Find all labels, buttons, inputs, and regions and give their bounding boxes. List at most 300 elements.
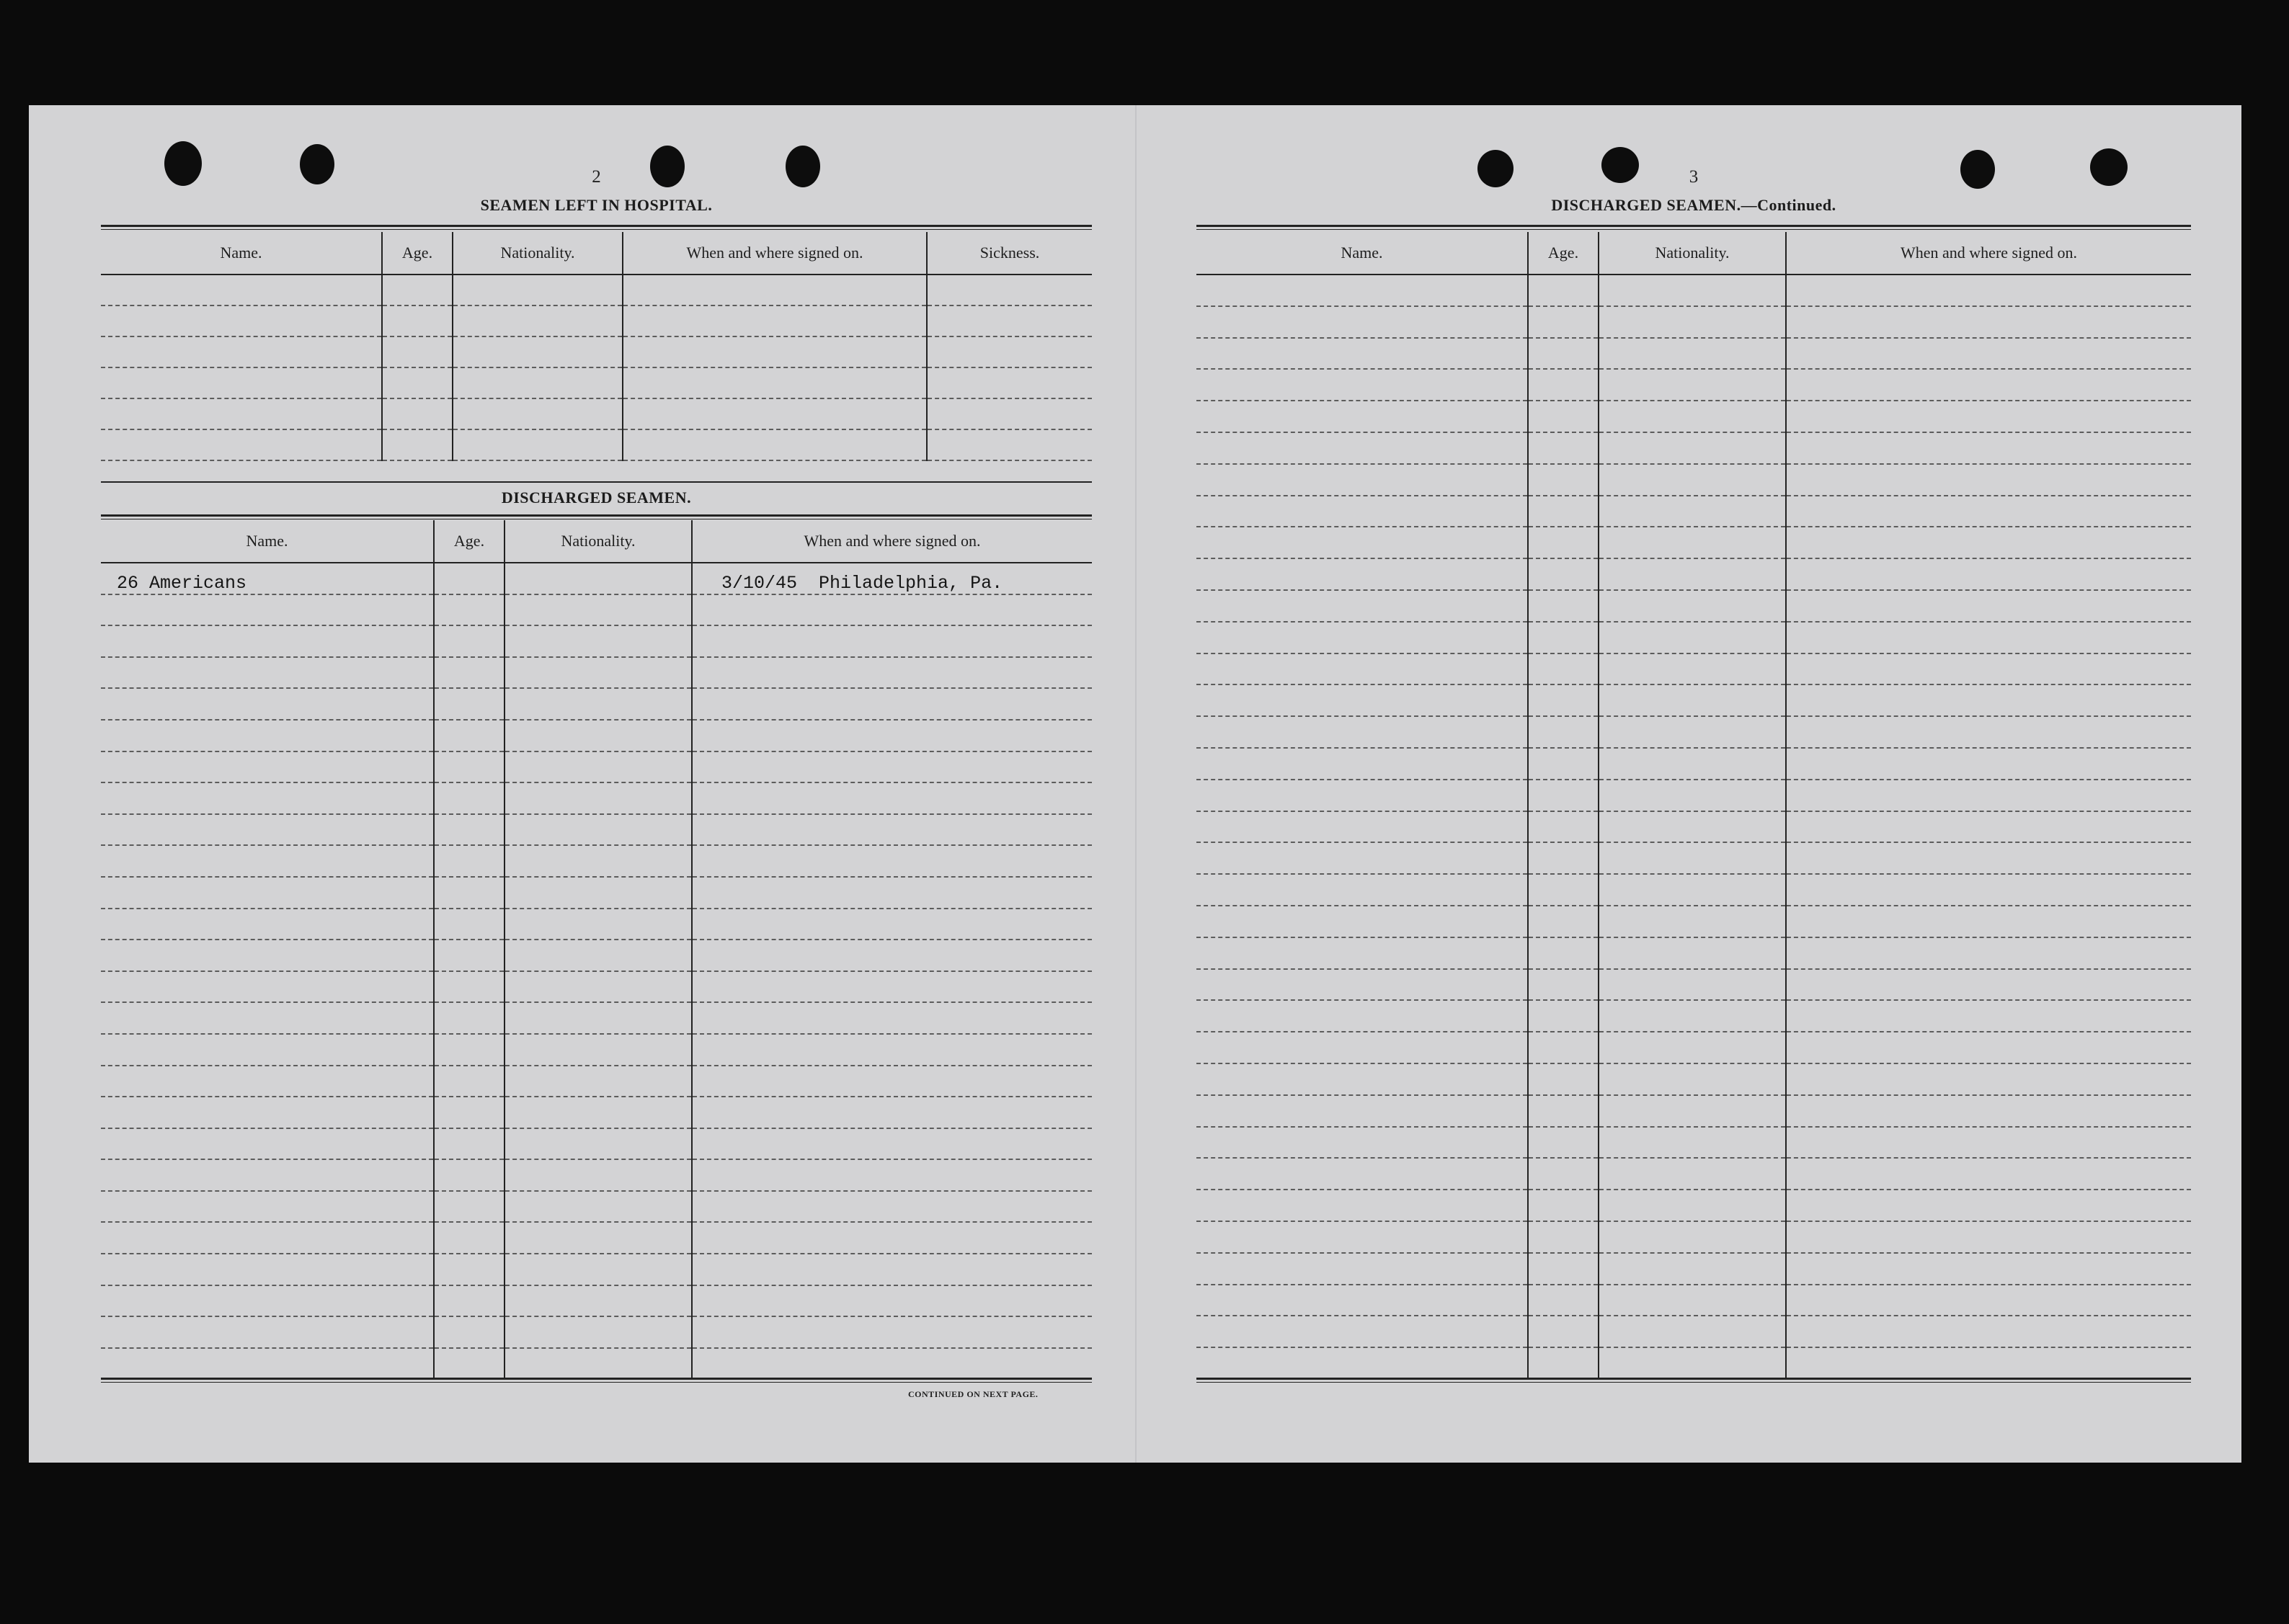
table-cell [1599,496,1786,527]
table-row [1196,1063,2191,1095]
table-cell [1196,306,1528,338]
table-cell [692,814,1092,846]
table-cell [1528,1285,1599,1316]
table-cell [1196,401,1528,432]
table-row [101,1348,1092,1380]
table-cell [434,877,505,909]
table-cell [101,336,382,367]
page-gutter [1135,105,1137,1463]
table-cell [382,367,453,398]
table-row [1196,464,2191,496]
signed-on-date: 3/10/45 [721,572,798,594]
table-cell [101,398,382,429]
table-row [1196,432,2191,464]
table-cell [1528,716,1599,748]
table-cell [1599,401,1786,432]
table-row [101,367,1092,398]
signed-on-place: Philadelphia, Pa. [819,572,1003,594]
table-row [1196,937,2191,969]
table-cell [927,398,1092,429]
table-row [1196,1032,2191,1063]
table-cell [453,367,623,398]
table-cell [1786,496,2191,527]
table-cell [434,720,505,751]
table-cell [1528,780,1599,811]
table-row [101,1034,1092,1066]
table-cell [692,563,1092,594]
table-cell [927,275,1092,305]
table-cell [1599,780,1786,811]
table-cell [505,1128,692,1160]
table-cell [1196,558,1528,590]
table-cell [434,940,505,971]
table-row [101,971,1092,1003]
table-cell [505,720,692,751]
table-cell [1786,1316,2191,1347]
table-cell [1599,874,1786,906]
table-cell [1786,906,2191,937]
table-cell [1528,369,1599,401]
table-row [101,688,1092,720]
table-row [1196,1253,2191,1285]
table-cell [1196,1316,1528,1347]
section-rule [1196,1378,2191,1383]
table-row [101,1191,1092,1223]
table-cell [1599,1158,1786,1190]
table-row [1196,1127,2191,1159]
table-row [1196,906,2191,937]
table-cell [101,814,434,846]
column-header: When and where signed on. [623,232,927,275]
table-cell [101,657,434,689]
table-cell [1528,1221,1599,1253]
table-cell [927,336,1092,367]
table-cell [692,594,1092,626]
table-cell [1528,1190,1599,1221]
table-row [101,1222,1092,1254]
table-cell [1599,622,1786,653]
table-cell [505,657,692,689]
table-cell [692,1254,1092,1285]
table-cell [1786,1253,2191,1285]
table-row [1196,1158,2191,1190]
table-cell [1599,1221,1786,1253]
table-cell: 26 Americans [101,563,434,594]
table-cell [1786,369,2191,401]
table-cell [1599,716,1786,748]
table-cell [101,1191,434,1223]
table-row [101,1254,1092,1285]
table-cell [434,1066,505,1097]
table-row [101,429,1092,460]
table-cell [505,625,692,657]
table-cell [434,563,505,594]
table-cell [1528,590,1599,622]
table-cell [692,657,1092,689]
table-cell [434,1002,505,1034]
table-cell [505,751,692,783]
table-cell [1786,874,2191,906]
table-cell [1196,590,1528,622]
table-cell [1196,1000,1528,1032]
table-row [1196,275,2191,306]
table-cell [101,782,434,814]
table-cell [1196,874,1528,906]
table-row [101,877,1092,909]
table-cell [1786,1063,2191,1095]
table-cell [101,1316,434,1348]
table-cell [101,429,382,460]
table-cell [434,1285,505,1317]
table-cell [1599,1347,1786,1379]
table-cell [1599,1190,1786,1221]
table-cell [1786,622,2191,653]
hospital-section-title: SEAMEN LEFT IN HOSPITAL. [480,196,713,214]
table-row [1196,369,2191,401]
table-cell [1528,306,1599,338]
table-cell [1528,401,1599,432]
table-cell [1599,369,1786,401]
table-cell [692,1191,1092,1223]
table-cell [1528,874,1599,906]
table-cell [382,398,453,429]
discharged-table [101,520,1092,1380]
column-header: Age. [434,520,505,563]
table-cell [1599,527,1786,558]
table-row [101,1097,1092,1128]
table-cell [505,1097,692,1128]
table-row [1196,1095,2191,1127]
table-cell [692,1316,1092,1348]
table-cell [1599,748,1786,780]
table-cell [1196,464,1528,496]
table-row [101,657,1092,689]
right-page [1196,105,2191,1463]
table-cell [1599,906,1786,937]
table-cell [1196,748,1528,780]
table-row [101,625,1092,657]
table-row [1196,1221,2191,1253]
table-cell [1786,811,2191,843]
continued-section-title: DISCHARGED SEAMEN.—Continued. [1551,196,1836,214]
table-cell [1528,1347,1599,1379]
table-cell [692,909,1092,940]
table-cell [1599,937,1786,969]
table-cell [1786,1000,2191,1032]
table-cell [1599,590,1786,622]
table-cell [1528,1158,1599,1190]
column-header: Name. [101,232,382,275]
table-cell [1528,464,1599,496]
table-cell [1786,748,2191,780]
column-header: When and where signed on. [1786,232,2191,275]
table-cell [505,1348,692,1380]
table-row [101,1285,1092,1317]
discharged-section-title: DISCHARGED SEAMEN. [501,488,692,507]
table-cell [1528,811,1599,843]
table-cell [101,1254,434,1285]
table-cell [1528,1063,1599,1095]
table-cell [1599,1095,1786,1127]
column-header: When and where signed on. [692,520,1092,563]
table-row [101,398,1092,429]
table-cell [1528,496,1599,527]
table-cell [692,1348,1092,1380]
table-cell [1528,748,1599,780]
table-cell [101,751,434,783]
table-cell [623,429,927,460]
table-row [101,909,1092,940]
table-cell [505,940,692,971]
table-cell [1196,780,1528,811]
column-header: Name. [101,520,434,563]
table-row [101,1066,1092,1097]
table-cell [382,336,453,367]
table-cell [1196,338,1528,370]
table-row [101,305,1092,336]
table-cell [434,1128,505,1160]
table-cell [1786,1095,2191,1127]
table-cell [505,563,692,594]
table-cell [1786,590,2191,622]
table-cell [927,367,1092,398]
table-row [1196,1285,2191,1316]
table-cell [505,688,692,720]
table-cell [692,688,1092,720]
table-cell [692,1002,1092,1034]
table-cell [623,336,927,367]
table-cell [1196,811,1528,843]
table-cell [1196,937,1528,969]
table-cell [505,1316,692,1348]
table-cell [382,429,453,460]
table-cell [1196,1158,1528,1190]
column-header: Sickness. [927,232,1092,275]
table-cell [692,1066,1092,1097]
table-cell [505,845,692,877]
table-cell [692,1159,1092,1191]
table-cell [692,720,1092,751]
column-header: Name. [1196,232,1528,275]
table-cell [101,1348,434,1380]
table-cell [382,305,453,336]
table-cell [101,845,434,877]
table-cell [1528,338,1599,370]
table-cell [1196,1127,1528,1159]
table-row [1196,558,2191,590]
table-cell [1786,558,2191,590]
table-cell [1599,464,1786,496]
table-row [1196,590,2191,622]
table-cell [434,909,505,940]
table-row [1196,653,2191,685]
table-cell [1786,842,2191,874]
table-cell [1599,275,1786,306]
table-cell [1196,527,1528,558]
table-cell [505,1002,692,1034]
table-row [101,336,1092,367]
table-row [101,1316,1092,1348]
table-cell [623,275,927,305]
table-cell [505,594,692,626]
table-cell [1786,716,2191,748]
table-cell [434,594,505,626]
table-cell [692,877,1092,909]
table-cell [505,1285,692,1317]
table-cell [1786,306,2191,338]
table-row [101,1128,1092,1160]
table-cell [1786,1285,2191,1316]
table-cell [692,625,1092,657]
section-rule [1196,225,2191,230]
table-cell [1528,1095,1599,1127]
table-cell [692,971,1092,1003]
table-cell [1196,1095,1528,1127]
table-cell [692,1097,1092,1128]
hospital-table [101,232,1092,461]
section-rule [101,1378,1092,1383]
table-cell [505,1191,692,1223]
table-cell [1786,1347,2191,1379]
table-cell [1528,1127,1599,1159]
table-row [101,594,1092,626]
table-cell [434,971,505,1003]
table-cell [382,275,453,305]
table-cell [1599,1063,1786,1095]
table-cell [101,1222,434,1254]
table-row [101,1002,1092,1034]
table-cell [1786,527,2191,558]
table-cell [434,625,505,657]
table-cell [505,1159,692,1191]
table-cell [101,1097,434,1128]
table-row [101,720,1092,751]
table-cell [692,1128,1092,1160]
table-row [1196,716,2191,748]
table-cell [1528,527,1599,558]
table-row [1196,748,2191,780]
table-row [1196,306,2191,338]
table-row [1196,874,2191,906]
table-cell [692,940,1092,971]
table-cell [505,1066,692,1097]
table-cell [453,398,623,429]
table-cell [1196,1285,1528,1316]
table-cell [1599,1127,1786,1159]
table-cell [1599,1316,1786,1347]
table-cell [434,688,505,720]
table-cell [1599,1253,1786,1285]
table-cell [505,877,692,909]
table-cell [1196,1221,1528,1253]
table-cell [1599,842,1786,874]
table-cell [505,814,692,846]
table-cell [1196,716,1528,748]
table-cell [1528,558,1599,590]
table-cell [1528,842,1599,874]
table-row [1196,1316,2191,1347]
table-cell [453,429,623,460]
page-number: 3 [1689,167,1699,187]
table-cell [1786,653,2191,685]
table-cell [1196,906,1528,937]
table-cell [101,940,434,971]
table-row [101,563,1092,594]
table-cell [101,1034,434,1066]
table-cell [1196,1190,1528,1221]
column-header: Nationality. [1599,232,1786,275]
table-cell [1528,432,1599,464]
table-cell [101,1285,434,1317]
document-spread [29,105,2241,1463]
discharged-continued-table [1196,232,2191,1380]
column-header: Nationality. [505,520,692,563]
table-row [1196,401,2191,432]
table-cell [1786,1221,2191,1253]
table-row [101,845,1092,877]
table-cell [1599,1032,1786,1063]
table-cell [1599,1285,1786,1316]
table-cell [1528,1000,1599,1032]
table-cell [692,1285,1092,1317]
table-cell [1599,432,1786,464]
table-cell [434,751,505,783]
table-cell [101,625,434,657]
table-cell [1528,684,1599,716]
table-cell [505,782,692,814]
table-cell [505,971,692,1003]
table-cell [1528,969,1599,1001]
table-row [1196,338,2191,370]
table-cell [505,1222,692,1254]
table-cell [1599,306,1786,338]
table-cell [1196,842,1528,874]
table-cell [1786,401,2191,432]
table-row [101,940,1092,971]
table-cell [1599,684,1786,716]
table-cell [505,1034,692,1066]
table-cell [434,845,505,877]
table-cell [1786,684,2191,716]
table-cell [101,594,434,626]
table-cell [434,814,505,846]
section-rule [101,514,1092,519]
table-cell [101,305,382,336]
table-cell [101,909,434,940]
table-cell [1599,653,1786,685]
table-cell [1196,1032,1528,1063]
table-cell [1786,275,2191,306]
table-cell [1786,1127,2191,1159]
table-cell [101,1066,434,1097]
table-cell [692,845,1092,877]
continued-note: CONTINUED ON NEXT PAGE. [908,1389,1039,1399]
table-cell [453,275,623,305]
table-row [1196,684,2191,716]
table-cell [1599,1000,1786,1032]
table-cell [1528,653,1599,685]
table-cell [101,367,382,398]
table-cell [1786,780,2191,811]
table-cell [1196,1063,1528,1095]
table-cell [1786,969,2191,1001]
table-cell [1786,1190,2191,1221]
table-cell [101,1128,434,1160]
table-cell [101,275,382,305]
table-cell [1599,811,1786,843]
table-row [1196,527,2191,558]
table-cell [101,688,434,720]
